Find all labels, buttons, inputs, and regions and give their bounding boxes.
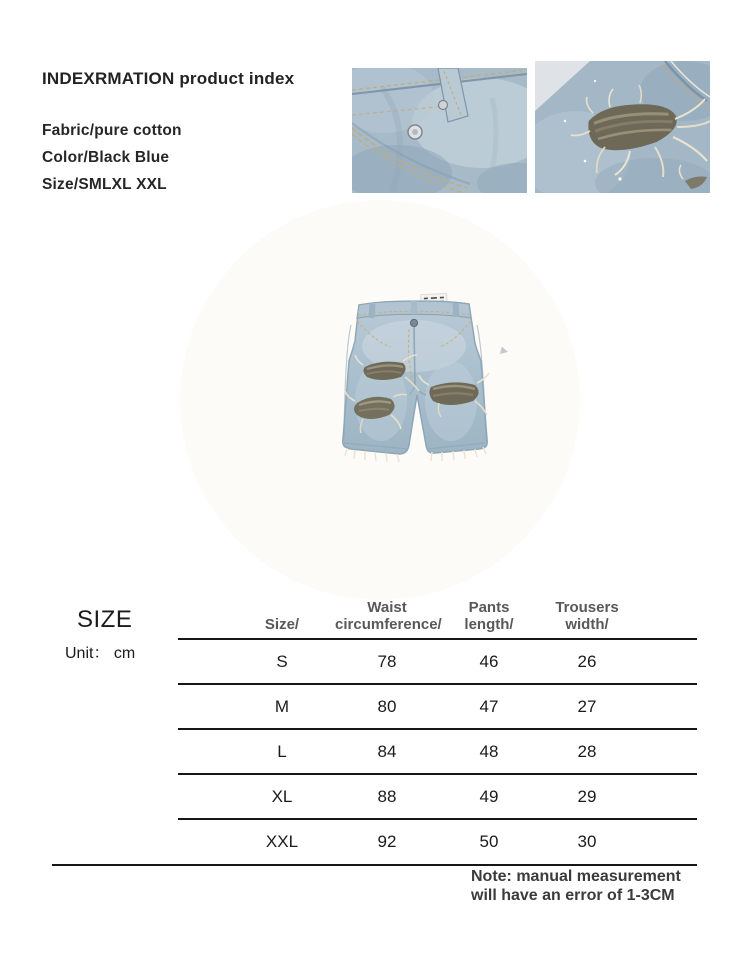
header-cell-waist: Waist circumference/ xyxy=(335,599,442,633)
waist-value: 80 xyxy=(377,696,397,716)
length-value: 48 xyxy=(479,741,499,761)
row-label: XL xyxy=(271,786,293,806)
length-value: 50 xyxy=(479,832,499,851)
small-arrow-watermark-icon: ▸ xyxy=(499,341,511,360)
table-row-m xyxy=(178,685,697,730)
table-row-s xyxy=(178,640,697,685)
header-cell-size: Size/ xyxy=(264,615,300,633)
row-label: L xyxy=(277,741,287,761)
width-value: 28 xyxy=(577,741,597,761)
width-value: 26 xyxy=(577,651,597,671)
table-row-xxl xyxy=(178,820,697,864)
width-value: 29 xyxy=(577,786,597,806)
product-index-title: INDEXRMATION product index xyxy=(42,69,295,88)
waist-value: 92 xyxy=(377,832,397,851)
width-value: 27 xyxy=(577,696,597,716)
size-table-header-row xyxy=(178,596,697,640)
waist-value: 88 xyxy=(377,786,397,806)
denim-shorts-front-photo xyxy=(328,291,500,463)
table-row-l xyxy=(178,730,697,775)
size-section-heading: SIZE xyxy=(77,606,133,633)
measurement-note: Note: manual measurement will have an error of 1-3CM xyxy=(471,868,681,904)
attribute-color: Color/Black Blue xyxy=(42,149,170,166)
attribute-fabric: Fabric/pure cotton xyxy=(42,122,182,139)
length-value: 47 xyxy=(479,696,499,716)
row-label: S xyxy=(276,651,288,671)
header-cell-pants-length: Pants length/ xyxy=(464,599,514,633)
denim-rip-closeup-photo xyxy=(535,61,710,193)
denim-shorts-illustration xyxy=(328,291,500,463)
table-row-xl xyxy=(178,775,697,820)
header-cell-trousers-width: Trousers width/ xyxy=(555,599,619,633)
length-value: 49 xyxy=(479,786,499,806)
table-bottom-rule xyxy=(52,864,697,866)
waist-value: 78 xyxy=(377,651,397,671)
attribute-size: Size/SMLXL XXL xyxy=(42,176,167,193)
denim-pocket-closeup-photo xyxy=(352,68,527,193)
row-label: M xyxy=(274,696,290,716)
length-value: 46 xyxy=(479,651,499,671)
waist-value: 84 xyxy=(377,741,397,761)
unit-label: Unit： cm xyxy=(65,645,136,662)
denim-rip-illustration xyxy=(535,61,710,193)
denim-pocket-illustration xyxy=(352,68,527,193)
width-value: 30 xyxy=(577,832,597,851)
size-table xyxy=(178,596,697,864)
row-label: XXL xyxy=(265,832,299,851)
